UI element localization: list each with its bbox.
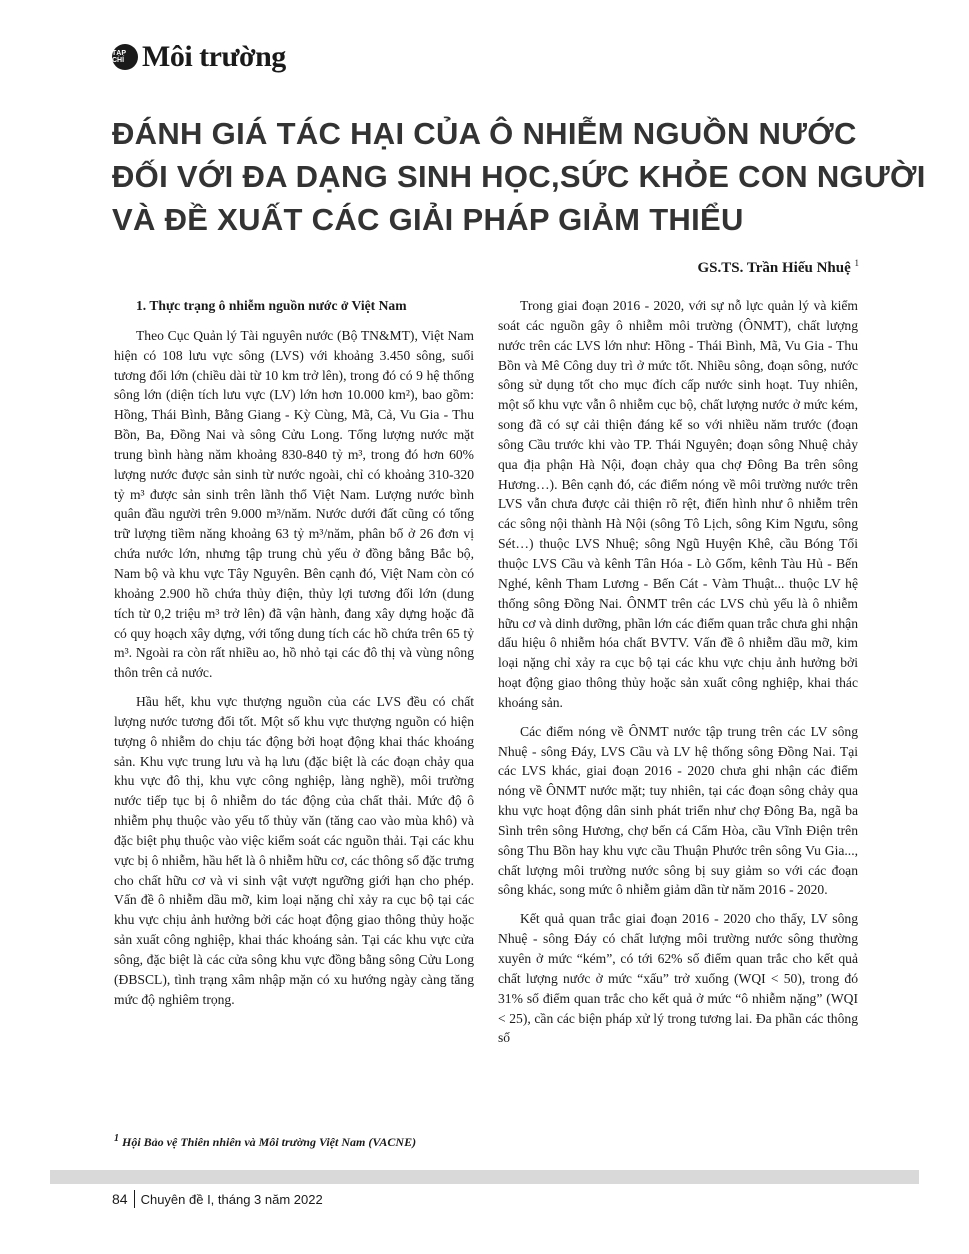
page-number: 84: [112, 1191, 128, 1207]
paragraph: Trong giai đoạn 2016 - 2020, với sự nỗ lực quản lý và kiểm soát các nguồn gây ô nhiễm môi trường (ÔNMT), chất lượng nước trên các LVS lớn như: Hồng - Thái Bình, Mã, Vu Gia - Thu Bồn và Mê Công duy trì ở mức tốt. Nhiều sông, đoạn sông, nước sông sử dụng tốt cho mục đích cấp nước sinh hoạt. Tuy nhiên, một số khu vực vẫn ô nhiễm cục bộ, chất lượng nước ở mức kém, song đã có sự cải thiện đáng kể so với nhiều năm trước (đoạn sông Cầu trước khi vào TP. Thái Nguyên; đoạn sông Nhuệ chảy qua địa phận Hà Nội, đoạn chảy qua chợ Đông Ba trên sông Hương…). Bên cạnh đó, các điểm nóng về môi trường nước trên LVS vẫn chưa được cải thiện rõ rệt, điển hình như ô nhiễm trên các sông nội thành Hà Nội (sông Tô Lịch, sông Kim Ngưu, sông Sét…) thuộc LVS Nhuệ; sông Ngũ Huyện Khê, cầu Bóng Tối thuộc LVS Cầu và kênh Tân Hóa - Lò Gốm, kênh Tàu Hủ - Bến Nghé, kênh Tham Lương - Bến Cát - Vàm Thuật... thuộc LV hệ thống sông Đồng Nai. ÔNMT trên các LVS chủ yếu là ô nhiễm hữu cơ và dinh dưỡng, phần lớn các điểm quan trắc chưa ghi nhận dấu hiệu ô nhiễm hóa chất BVTV. Vấn đề ô nhiễm dầu mỡ, kim loại nặng chỉ xảy ra cục bộ tại các khu vực chịu ảnh hưởng bởi hoạt động giao thông thủy hoặc sản xuất công nghiệp, khai thác khoáng sản.: [498, 298, 858, 710]
left-column: [114, 296, 474, 1019]
article-title: [112, 112, 926, 241]
title-line: VÀ ĐỀ XUẤT CÁC GIẢI PHÁP GIẢM THIỂU: [112, 202, 744, 237]
paragraph: Các điểm nóng về ÔNMT nước tập trung trên các LV sông Nhuệ - sông Đáy, LVS Cầu và LV hệ thống sông Đồng Nai. Tại các LVS khác, giai đoạn 2016 - 2020 chưa ghi nhận các điểm nóng về ÔNMT nước mặt; tuy nhiên, tại các đoạn sông chảy qua khu vực hoạt động dân sinh phát triển như chợ Đông Ba, ngã ba Sình trên sông Hương, chợ bến cá Cẩm Hòa, cầu Vĩnh Điện trên sông Thu Bồn hay khu vực cầu Thuận Phước trên sông Vu Gia..., chất lượng môi trường nước sông bị suy giảm so với các đoạn sông khác, song mức ô nhiễm giảm dần từ năm 2016 - 2020.: [498, 723, 858, 898]
magazine-logo-text: TẠP CHÍ: [112, 50, 126, 64]
paragraph: Theo Cục Quản lý Tài nguyên nước (Bộ TN&MT), Việt Nam hiện có 108 lưu vực sông (LVS) với khoảng 3.450 sông, suối tương đối lớn (chiều dài từ 10 km trở lên), trong đó có 9 hệ thống sông lớn (diện tích lưu vực (LV) lớn hơn 10.000 km²), bao gồm: Hồng, Thái Bình, Bằng Giang - Kỳ Cùng, Mã, Cả, Vu Gia - Thu Bồn, Ba, Đồng Nai và sông Cửu Long. Tổng lượng nước mặt trung bình hàng năm khoảng 830-840 tỷ m³, trong đó hơn 60% lượng nước được sản sinh từ nước ngoài, chỉ có khoảng 310-320 tỷ m³ được sản sinh trên lãnh thổ Việt Nam. Lượng nước bình quân đầu người trên 9.000 m³/năm. Nước dưới đất cũng có tổng trữ lượng tiềm năng khoảng 63 tỷ m³/năm, phân bố ở 26 đơn vị chứa nước lớn, nhưng tập trung chủ yếu ở đồng bằng Bắc bộ, Nam bộ và khu vực Tây Nguyên. Bên cạnh đó, Việt Nam còn có khoảng 2.900 hồ chứa thủy điện, thủy lợi tương đối lớn (dung tích từ 0,2 triệu m³ trở lên) đã vận hành, đang xây dựng hoặc đã có quy hoạch xây dựng, với tổng dung tích các hồ chứa trên 65 tỷ m³. Ngoài ra còn rất nhiều ao, hồ nhỏ tại các đô thị và vùng nông thôn trên cả nước.: [114, 327, 474, 681]
footnote-text: Hội Bảo vệ Thiên nhiên và Môi trường Việt Nam (VACNE): [122, 1135, 417, 1149]
author-name: GS.TS. Trần Hiếu Nhuệ: [697, 260, 851, 276]
author-footnote-mark: 1: [854, 258, 859, 268]
paragraph: Hầu hết, khu vực thượng nguồn của các LVS đều có chất lượng nước tương đối tốt. Một số khu vực thượng nguồn có hiện tượng ô nhiễm do chịu tác động bởi hoạt động khai thác khoáng sản. Khu vực trung lưu và hạ lưu (đặc biệt là các đoạn chảy qua khu vực đô thị, khu vực công nghiệp, làng nghề), môi trường nước tiếp tục bị ô nhiễm do tác động của chất thải. Mức độ ô nhiễm phụ thuộc vào yếu tố thủy văn (tăng cao vào mùa khô) và đặc biệt phụ thuộc vào việc kiểm soát các nguồn thải. Tại các khu vực bị ô nhiễm, hầu hết là ô nhiễm hữu cơ, các thông số đặc trưng cho chất hữu cơ và vi sinh vật vượt ngưỡng giới hạn cho phép. Vấn đề ô nhiễm dầu mỡ, kim loại nặng chỉ xảy ra cục bộ tại các khu vực chịu ảnh hưởng bởi các hoạt động giao thông thủy hoặc sản xuất công nghiệp, khai thác khoáng sản. Tại các khu vực cửa sông, đặc biệt là các cửa sông khu vực đồng bằng sông Cửu Long (ĐBSCL), tình trạng xâm nhập mặn có xu hướng ngày càng tăng mức độ nghiêm trọng.: [114, 694, 474, 1007]
title-line: ĐÁNH GIÁ TÁC HẠI CỦA Ô NHIỄM NGUỒN NƯỚC: [112, 116, 857, 151]
right-column: [498, 296, 858, 1057]
footer-band: [50, 1170, 919, 1184]
issue-label: Chuyên đề I, tháng 3 năm 2022: [140, 1191, 323, 1207]
footer-divider: [134, 1190, 135, 1208]
title-line: ĐỐI VỚI ĐA DẠNG SINH HỌC,SỨC KHỎE CON NGƯỜI: [112, 159, 926, 194]
page-footer: [112, 1190, 323, 1208]
section-name: Môi trường: [142, 40, 286, 73]
author-byline: [698, 258, 860, 277]
section-header: [112, 40, 286, 74]
footnote: [114, 1133, 416, 1150]
footnote-mark: 1: [114, 1133, 119, 1144]
magazine-logo: [112, 44, 138, 70]
paragraph: Kết quả quan trắc giai đoạn 2016 - 2020 cho thấy, LV sông Nhuệ - sông Đáy có chất lượng môi trường nước sông thường xuyên ở mức “kém”, có tới 62% số điểm quan trắc cho kết quả chất lượng nước ở mức “xấu” trở xuống (WQI < 50), trong đó 31% số điểm quan trắc cho kết quả ở mức “ô nhiễm nặng” (WQI < 25), cần các biện pháp xử lý trong tương lai. Đa phần các thông số: [498, 911, 858, 1046]
section-heading: 1. Thực trạng ô nhiễm nguồn nước ở Việt Nam: [136, 298, 407, 313]
